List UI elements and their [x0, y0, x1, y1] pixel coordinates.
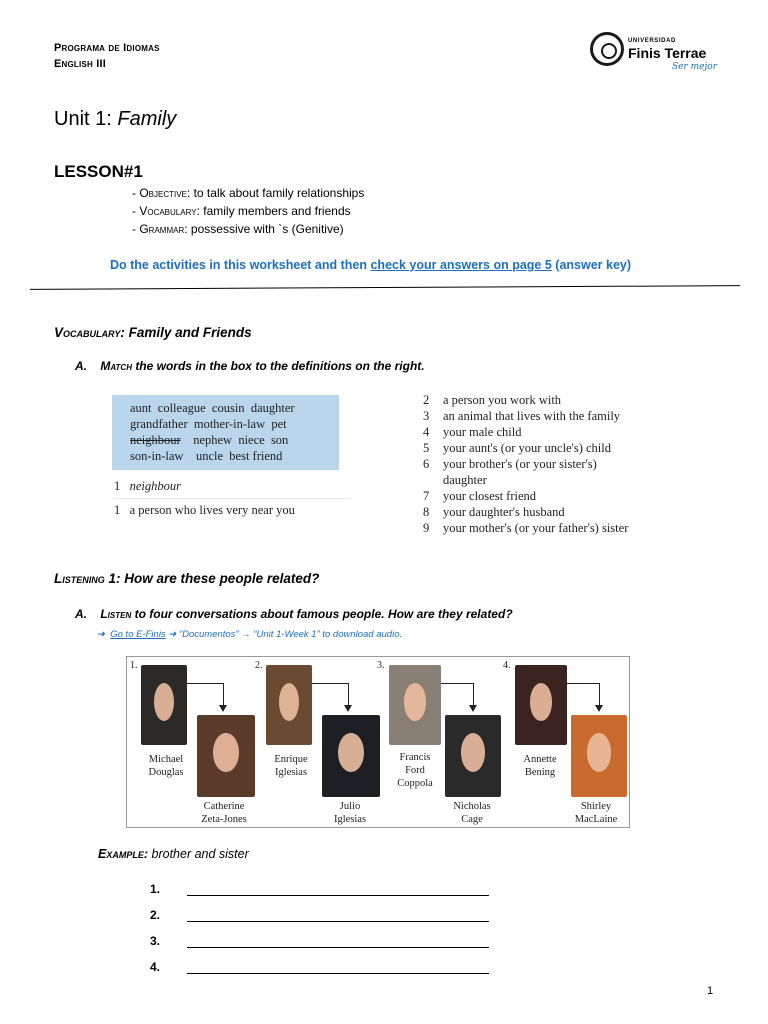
photo-catherine-zeta-jones — [197, 715, 255, 797]
vocab-instr-word: Match — [100, 359, 132, 373]
photo-julio-iglesias — [322, 715, 380, 797]
def-text: your brother's (or your sister's) — [443, 457, 597, 471]
arrow-down-icon — [344, 705, 352, 712]
def-number: 7 — [423, 489, 430, 503]
grammar-text: possessive with `s (Genitive) — [190, 222, 344, 236]
vocab-heading-label: Vocabulary: — [54, 325, 125, 340]
grammar-label: Grammar: — [139, 222, 188, 236]
caption-line: Annette — [523, 754, 557, 765]
arrow-down-icon — [219, 705, 227, 712]
caption-line: Enrique — [274, 754, 308, 765]
caption-line: Cage — [461, 814, 483, 825]
answer-line-2[interactable] — [187, 921, 489, 922]
answer-number: 2. — [150, 908, 161, 922]
example-number: 1 — [114, 479, 121, 493]
word-box-line — [130, 449, 282, 464]
def-text: your daughter's husband — [443, 505, 565, 519]
group-number: 4. — [503, 660, 511, 671]
logo-small-text: UNIVERSIDAD — [628, 38, 676, 44]
vocabulary-instruction — [75, 359, 425, 373]
listen-instr-text: to four conversations about famous people. How are they related? — [134, 607, 513, 621]
def-text: daughter — [443, 473, 487, 487]
lesson-title: LESSON#1 — [54, 162, 143, 181]
listening-heading — [54, 571, 319, 586]
photo-francis-ford-coppola — [389, 665, 441, 745]
answer-line-4[interactable] — [187, 973, 489, 974]
lesson-vocabulary: - Vocabulary: family members and friends — [132, 204, 351, 218]
divider — [30, 285, 740, 290]
caption-line: Zeta-Jones — [201, 814, 247, 825]
page-number: 1 — [707, 985, 714, 997]
logo-name: Finis Terrae — [628, 45, 707, 61]
def-text: an animal that lives with the family — [443, 409, 621, 423]
note-pre: Do the activities in this worksheet and then — [110, 258, 367, 272]
caption-line: Francis — [399, 752, 431, 763]
def-text: your mother's (or your father's) sister — [443, 521, 629, 535]
example-def-text: a person who lives very near you — [129, 503, 295, 517]
word-crossed: neighbour — [130, 433, 181, 447]
caption-top — [383, 751, 447, 790]
caption-top — [509, 753, 571, 779]
famous-people-figure — [126, 656, 630, 828]
def-text: a person you work with — [443, 393, 562, 407]
unit-title — [54, 108, 176, 131]
caption-bottom — [315, 800, 385, 826]
def-number: 9 — [423, 521, 430, 535]
caption-bottom — [437, 800, 507, 826]
vocabulary-text: family members and friends — [203, 204, 351, 218]
word: best friend — [229, 449, 283, 463]
note-post: (answer key) — [555, 258, 632, 272]
word: pet — [271, 417, 287, 431]
answer-line-3[interactable] — [187, 947, 489, 948]
def-number: 3 — [423, 409, 430, 423]
arrow-down-icon — [595, 705, 603, 712]
listening-instruction — [75, 607, 513, 621]
caption-line: Iglesias — [333, 814, 367, 825]
listen-instr-letter: A. — [75, 607, 87, 621]
group-number: 2. — [255, 660, 263, 671]
vocab-instr-letter: A. — [75, 359, 87, 373]
logo-tagline: Ser mejor — [672, 62, 718, 72]
def-text: your closest friend — [443, 489, 537, 503]
word: colleague — [157, 401, 206, 415]
group-number: 1. — [130, 660, 138, 671]
caption-line: Michael — [148, 754, 184, 765]
def-number: 8 — [423, 505, 430, 519]
course-name: English III — [54, 58, 106, 70]
answer-line-1[interactable] — [187, 895, 489, 896]
objective-label: Objective: — [139, 186, 191, 200]
vocabulary-label: Vocabulary: — [139, 204, 200, 218]
caption-line: Julio — [339, 801, 361, 812]
photo-annette-bening — [515, 665, 567, 745]
vocabulary-heading — [54, 325, 252, 340]
photo-michael-douglas — [141, 665, 187, 745]
worksheet-note — [110, 258, 631, 272]
arrow-down-icon — [469, 705, 477, 712]
example-answer — [114, 479, 181, 494]
arrow-right-icon: ➜ — [97, 629, 105, 640]
example-definition — [114, 503, 295, 518]
word: aunt — [130, 401, 152, 415]
word: daughter — [250, 401, 295, 415]
seal-icon — [590, 32, 624, 66]
caption-line: Iglesias — [274, 767, 308, 778]
caption-bottom — [561, 800, 631, 826]
word: nephew — [193, 433, 233, 447]
example-text: brother and sister — [151, 847, 249, 861]
caption-line: Ford — [405, 765, 425, 776]
audio-instruction — [97, 629, 402, 640]
listening-example — [98, 847, 249, 861]
word-box — [112, 395, 339, 470]
photo-enrique-iglesias — [266, 665, 312, 745]
caption-line: Catherine — [203, 801, 245, 812]
program-name: Programa de Idiomas — [54, 42, 160, 54]
caption-top — [260, 753, 322, 779]
audio-path-text: “Documentos” → “Unit 1-Week 1” to download audio. — [178, 629, 403, 640]
caption-line: Bening — [524, 767, 556, 778]
def-number: 6 — [423, 457, 430, 471]
def-number: 2 — [423, 393, 430, 407]
caption-line: Coppola — [397, 778, 433, 789]
def-number: 5 — [423, 441, 430, 455]
def-text: your male child — [443, 425, 522, 439]
word: cousin — [211, 401, 245, 415]
lesson-objective: - Objective: to talk about family relationships — [132, 186, 365, 200]
relation-arrow — [441, 683, 474, 706]
caption-line: Shirley — [580, 801, 612, 812]
unit-prefix: Unit 1: — [54, 108, 112, 130]
relation-arrow — [567, 683, 600, 706]
example-word: neighbour — [129, 479, 182, 493]
vocab-instr-text: the words in the box to the definitions on the right. — [135, 359, 425, 373]
word: niece — [238, 433, 265, 447]
word-box-line — [130, 401, 295, 416]
example-divider — [114, 498, 350, 499]
answer-number: 3. — [150, 934, 161, 948]
word: grandfather — [130, 417, 188, 431]
word: son — [270, 433, 289, 447]
photo-nicholas-cage — [445, 715, 501, 797]
example-label: Example: — [98, 847, 149, 861]
relation-arrow — [187, 683, 224, 706]
word: mother-in-law — [193, 417, 266, 431]
photo-shirley-maclaine — [571, 715, 627, 797]
def-number: 4 — [423, 425, 430, 439]
word-box-line — [130, 417, 287, 432]
university-logo — [590, 30, 720, 74]
listen-instr-word: Listen — [100, 607, 132, 621]
caption-top — [135, 753, 197, 779]
word: uncle — [195, 449, 224, 463]
caption-line: MacLaine — [574, 814, 618, 825]
word: son-in-law — [130, 449, 184, 463]
caption-line: Douglas — [148, 767, 184, 778]
example-def-number: 1 — [114, 503, 121, 517]
caption-bottom — [189, 800, 259, 826]
arrow-right-icon: ➜ — [168, 629, 177, 640]
word-box-line — [130, 433, 288, 448]
relation-arrow — [312, 683, 349, 706]
unit-name: Family — [117, 108, 177, 130]
answer-number: 4. — [150, 960, 161, 974]
def-text: your aunt's (or your uncle's) child — [443, 441, 612, 455]
group-number: 3. — [377, 660, 385, 671]
objective-text: to talk about family relationships — [193, 186, 365, 200]
listening-heading-label: Listening 1: — [54, 571, 121, 586]
answer-number: 1. — [150, 882, 161, 896]
lesson-grammar: - Grammar: possessive with `s (Genitive) — [132, 222, 344, 236]
caption-line: Nicholas — [453, 801, 491, 812]
answer-key-link[interactable]: check your answers on page 5 — [370, 258, 552, 272]
listening-heading-title: How are these people related? — [124, 571, 320, 586]
e-finis-link[interactable]: Go to E-Finis — [110, 629, 166, 640]
vocab-heading-title: Family and Friends — [128, 325, 252, 340]
